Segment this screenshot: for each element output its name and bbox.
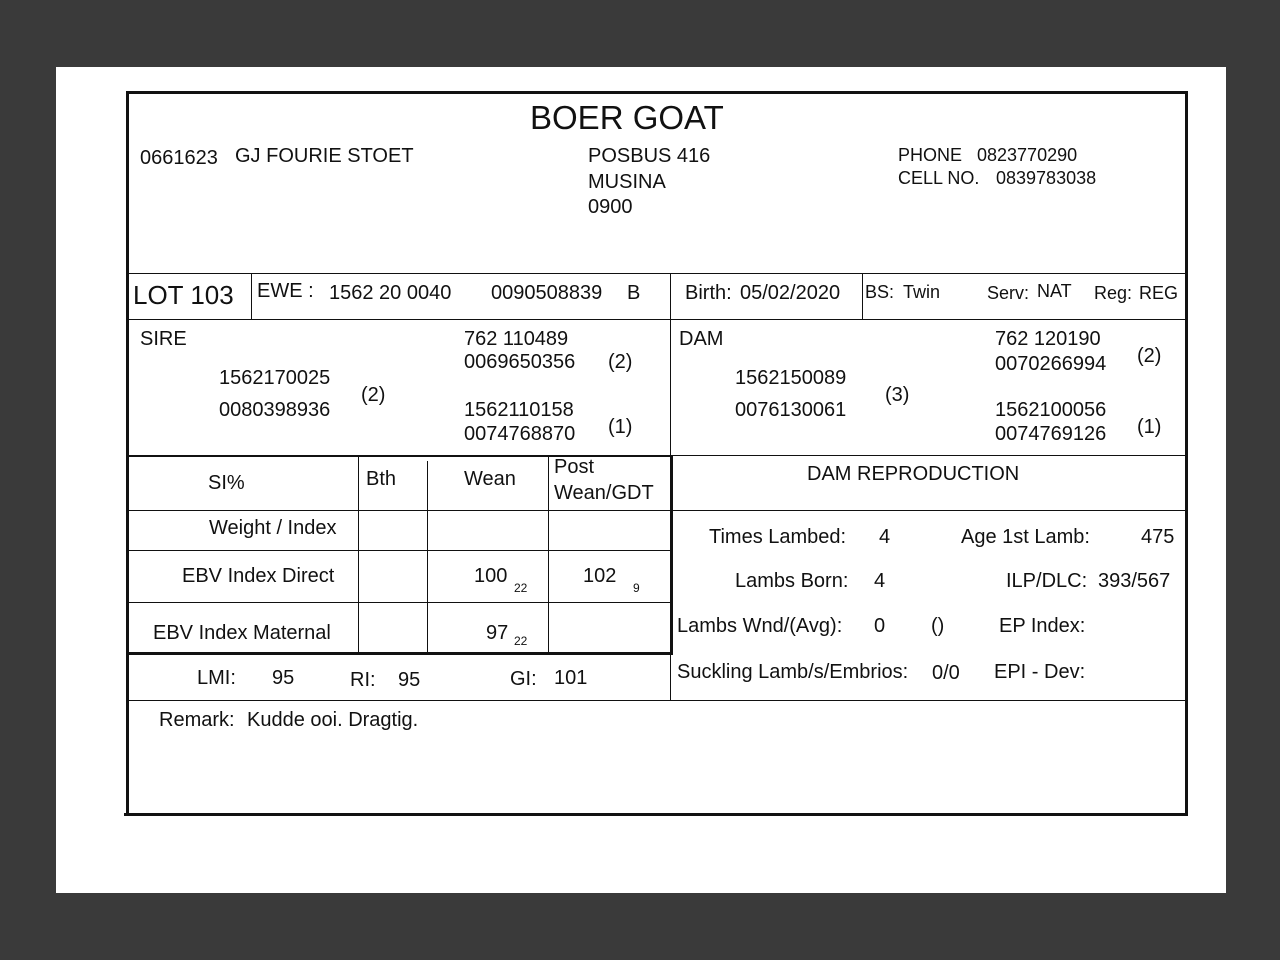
rule-lot-divider	[251, 273, 252, 319]
rule-ebv-direct	[126, 602, 671, 603]
ebv-direct-post-accuracy: 9	[633, 581, 640, 595]
reg-value: REG	[1139, 283, 1179, 303]
ebv-maternal-label: EBV Index Maternal	[153, 622, 331, 644]
frame-left	[126, 91, 129, 814]
dam-dam-grade: (1)	[1137, 416, 1162, 438]
sire-dam-reg: 0074768870	[464, 423, 576, 445]
phone-value: 0823770290	[977, 145, 1078, 165]
gi-label: GI:	[510, 668, 537, 690]
lambs-weaned-value: 0	[874, 615, 886, 637]
lmi-value: 95	[272, 667, 295, 689]
address-line-2: MUSINA	[588, 171, 666, 193]
phone-label: PHONE	[898, 145, 963, 165]
post-header: Post	[554, 456, 595, 478]
sire-dam-id: 1562110158	[464, 399, 574, 421]
sire-sire-grade: (2)	[608, 351, 633, 373]
bth-header: Bth	[366, 468, 397, 490]
breeder-name: GJ FOURIE STOET	[235, 145, 414, 167]
lambs-weaned-avg: ()	[931, 615, 945, 637]
frame-bottom	[124, 813, 1186, 816]
weight-index-label: Weight / Index	[209, 517, 337, 539]
reg-label: Reg:	[1094, 283, 1133, 303]
suckling-label: Suckling Lamb/s/Embrios:	[677, 661, 909, 683]
rule-col-bth	[358, 455, 359, 653]
serv-value: NAT	[1037, 281, 1072, 301]
dam-dam-reg: 0074769126	[995, 423, 1107, 445]
lot-number: LOT 103	[133, 280, 234, 310]
rule-col-post	[548, 455, 549, 653]
dam-reproduction-title: DAM REPRODUCTION	[807, 463, 1020, 485]
frame-top	[126, 91, 1187, 94]
address-line-1: POSBUS 416	[588, 145, 711, 167]
wean-gdt-header: Wean/GDT	[554, 482, 654, 504]
ri-value: 95	[398, 669, 421, 691]
age-first-lamb-label: Age 1st Lamb:	[961, 526, 1090, 548]
ebv-direct-wean: 100	[474, 565, 508, 587]
remark-label: Remark:	[159, 709, 235, 731]
sire-id: 1562170025	[219, 367, 331, 389]
ep-index-label: EP Index:	[999, 615, 1086, 637]
rule-lot-top	[126, 273, 1187, 274]
suckling-value: 0/0	[932, 662, 960, 684]
dam-dam-id: 1562100056	[995, 399, 1107, 421]
card-title: BOER GOAT	[530, 99, 724, 136]
ewe-grade: B	[627, 282, 641, 304]
rule-perf-header	[126, 510, 671, 511]
lambs-born-value: 4	[874, 570, 886, 592]
rule-lot-bottom	[126, 319, 1187, 320]
dam-sire-id: 762 120190	[995, 328, 1101, 350]
remark-text: Kudde ooi. Dragtig.	[247, 709, 419, 731]
gi-value: 101	[554, 667, 588, 689]
dam-sire-grade: (2)	[1137, 345, 1162, 367]
si-percent-header: SI%	[208, 472, 245, 494]
lmi-label: LMI:	[197, 667, 236, 689]
lambs-weaned-label: Lambs Wnd/(Avg):	[677, 615, 843, 637]
ebv-direct-post: 102	[583, 565, 617, 587]
birth-value: 05/02/2020	[740, 282, 841, 304]
dam-sire-reg: 0070266994	[995, 353, 1107, 375]
epi-dev-label: EPI - Dev:	[994, 661, 1086, 683]
rule-weight-index	[126, 550, 671, 551]
rule-center-divider-bold	[670, 455, 673, 655]
bs-value: Twin	[903, 282, 941, 302]
rule-col-wean	[427, 461, 428, 653]
ebv-maternal-wean: 97	[486, 622, 509, 644]
breeder-code: 0661623	[140, 147, 218, 169]
times-lambed-value: 4	[879, 526, 891, 548]
ebv-direct-wean-accuracy: 22	[514, 581, 528, 595]
sire-grade: (2)	[361, 384, 386, 406]
ilp-dlc-value: 393/567	[1098, 570, 1171, 592]
sire-sire-reg: 0069650356	[464, 351, 576, 373]
rule-index-row	[126, 700, 1187, 701]
ebv-direct-label: EBV Index Direct	[182, 565, 335, 587]
lot-card	[126, 91, 1187, 814]
age-first-lamb-value: 475	[1141, 526, 1175, 548]
dam-grade: (3)	[885, 384, 910, 406]
serv-label: Serv:	[987, 283, 1030, 303]
address-line-3: 0900	[588, 196, 633, 218]
ewe-id: 1562 20 0040	[329, 282, 452, 304]
ri-label: RI:	[350, 669, 376, 691]
sire-sire-id: 762 110489	[464, 328, 569, 350]
ewe-reg: 0090508839	[491, 282, 603, 304]
dam-reg: 0076130061	[735, 399, 847, 421]
frame-right	[1185, 91, 1188, 816]
birth-label: Birth:	[685, 282, 732, 304]
sire-reg: 0080398936	[219, 399, 331, 421]
rule-birth-divider	[862, 273, 863, 319]
rule-repro-header	[671, 510, 1187, 511]
ebv-maternal-wean-accuracy: 22	[514, 634, 528, 648]
cell-value: 0839783038	[996, 168, 1097, 188]
cell-label: CELL NO.	[898, 168, 980, 188]
ilp-dlc-label: ILP/DLC:	[1006, 570, 1088, 592]
ewe-label: EWE :	[257, 280, 314, 302]
rule-ebv-maternal	[126, 652, 671, 655]
dam-id: 1562150089	[735, 367, 847, 389]
wean-header: Wean	[464, 468, 516, 490]
rule-pedigree-bottom-right	[671, 455, 1187, 456]
sire-label: SIRE	[140, 328, 187, 350]
bs-label: BS:	[865, 282, 895, 302]
times-lambed-label: Times Lambed:	[709, 526, 847, 548]
lambs-born-label: Lambs Born:	[735, 570, 849, 592]
sire-dam-grade: (1)	[608, 416, 633, 438]
dam-label: DAM	[679, 328, 724, 350]
